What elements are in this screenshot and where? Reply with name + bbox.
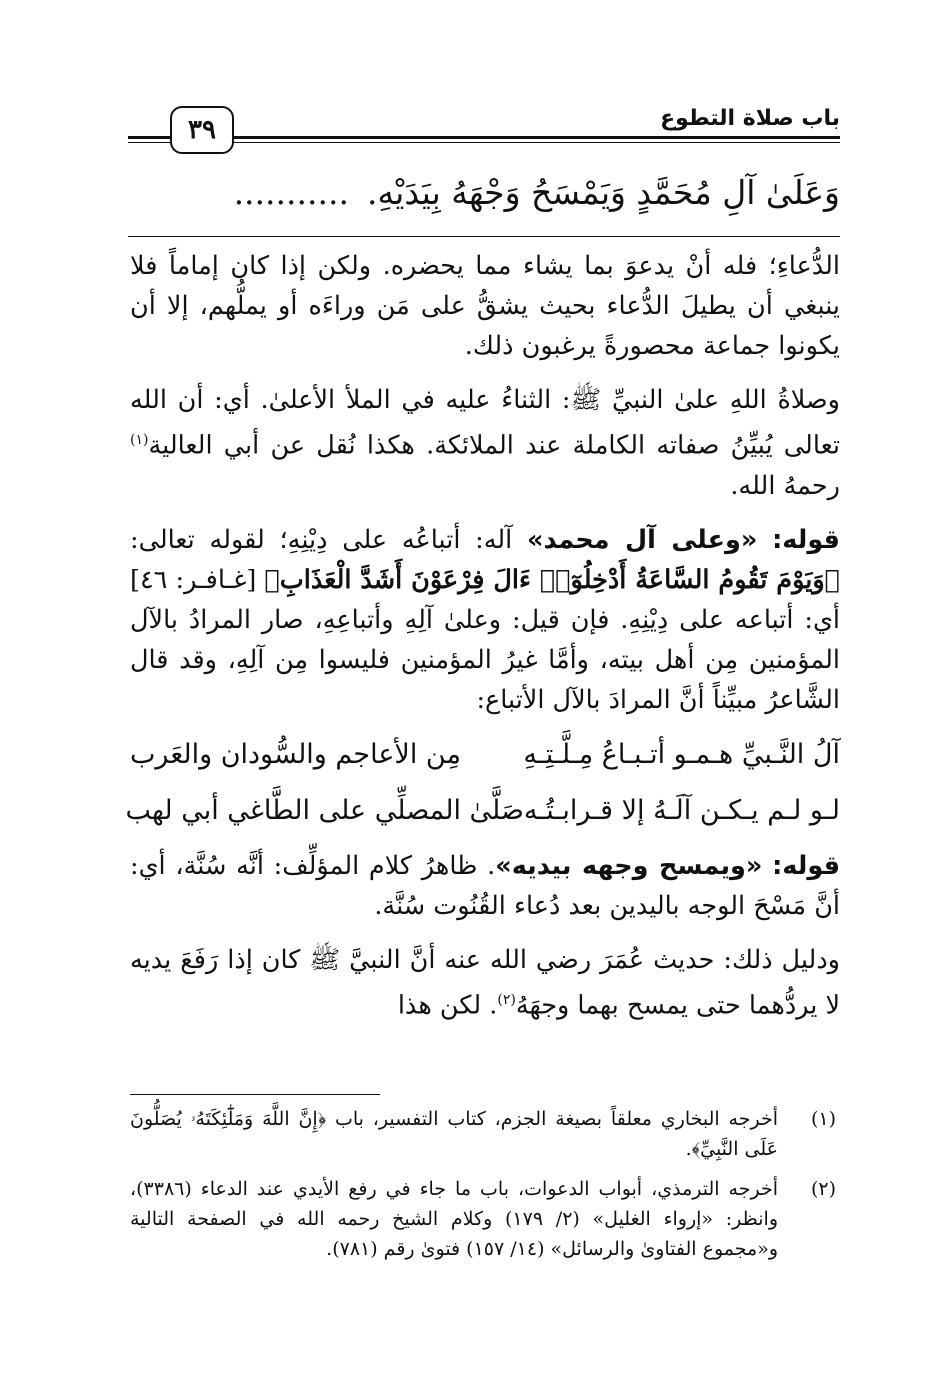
page-number: ٣٩: [170, 106, 234, 154]
paragraph-2: [130, 380, 840, 506]
footnote-2-text: أخرجه الترمذي، أبواب الدعوات، باب ما جاء في رفع الأيدي عند الدعاء (٣٣٨٦)، وانظر: «إرواء الغليل» (٢/ ١٧٩) وكلام الشيخ رحمه الله في الصفحة التالية و«مجموع الفتاوىٰ والرسائل» (١٤/ ١٥٧) فتوىٰ رقم (٧٨١).: [130, 1178, 778, 1260]
quran-verse: ﴿وَيَوْمَ تَقُومُ السَّاعَةُ أَدْخِلُوٓا۟ ءَالَ فِرْعَوْنَ أَشَدَّ الْعَذَابِ﴾: [264, 564, 840, 595]
footnote-2-number: (٢): [810, 1178, 836, 1200]
footnote-ref-1: (١): [130, 432, 149, 448]
footnote-separator: [130, 1094, 380, 1095]
footnotes: [130, 1104, 840, 1274]
quoted-phrase: «ويمسح وجهه بيديه»: [495, 850, 763, 881]
paragraph-3-a: آله: أتباعُه على دِيْنِهِ؛ لقوله تعالى:: [130, 524, 528, 555]
paragraph-5-b: . لكن هذا: [397, 990, 498, 1020]
paragraph-4: [130, 846, 840, 926]
qawluhu-label: قوله:: [772, 850, 841, 881]
header-rule: [232, 136, 840, 143]
poem-verse-2: [125, 790, 840, 832]
matn-separator: [128, 236, 840, 237]
paragraph-2-end: رحمهُ الله.: [730, 470, 840, 501]
poem-verse-1: [130, 734, 840, 776]
paragraph-5-a: ودليل ذلك: حديث عُمَرَ رضي الله عنه أنَّ النبيَّ ﷺ كان إذا رَفَعَ يديه لا يردُّهما حتى يمسح بهما وجهَهُ: [130, 944, 840, 1020]
footnote-ref-2: (٢): [497, 991, 516, 1008]
verse-1-second-hemistich: مِن الأعاجم والسُّودان والعَرب: [130, 738, 461, 770]
qawluhu-label: قوله:: [772, 524, 840, 555]
quoted-phrase: «وعلى آل محمد»: [527, 524, 758, 555]
matn-dots: ...........: [233, 173, 349, 212]
paragraph-2-text: وصلاةُ اللهِ علىٰ النبيِّ ﷺ: الثناءُ عليه في الملأ الأعلىٰ. أي: أن الله تعالى يُبيِّنُ صفاته الكاملة عند الملائكة. هكذا نُقل عن أبي العالية: [130, 385, 840, 461]
matn-text: وَعَلَىٰ آلِ مُحَمَّدٍ وَيَمْسَحُ وَجْهَهُ بِيَدَيْهِ.: [366, 173, 840, 212]
verse-2-second-hemistich: صَلَّىٰ المصلِّي على الطَّاغي أبي لهب: [125, 794, 524, 826]
footnote-2: [130, 1174, 840, 1264]
chapter-title: باب صلاة التطوع: [660, 106, 840, 131]
verse-1-first-hemistich: آلُ النَّـبيِّ هـمـو أتـبـاعُ مِـلَّـتِـهِ: [523, 738, 840, 770]
paragraph-5: [130, 940, 840, 1026]
matn-text-line: [130, 168, 840, 218]
surah-ref: [غـافـر: ٤٦]: [130, 564, 265, 595]
footnote-1-number: (١): [810, 1108, 836, 1130]
paragraph-3-b: أي: أتباعه على دِيْنِهِ. فإن قيل: وعلىٰ آلِهِ وأتباعِهِ، صار المرادُ بالآل المؤمنين مِن أهل بيته، وأمَّا غيرُ المؤمنين فليسوا مِن آلِهِ، وقد قال الشَّاعرُ مبيِّناً أنَّ المرادَ بالآل الأتباع:: [130, 604, 840, 715]
footnote-1: [130, 1104, 840, 1164]
paragraph-3: [130, 520, 840, 720]
header-rule-left: [128, 136, 170, 143]
footnote-1-text: أخرجه البخاري معلقاً بصيغة الجزم، كتاب التفسير، باب ﴿إِنَّ اللَّهَ وَمَلَٰٓئِكَتَهُۥ يُصَلُّونَ عَلَى النَّبِيِّ﴾.: [130, 1108, 778, 1160]
verse-2-first-hemistich: لـو لـم يـكـن آلَـهُ إلا قـرابـتُـه: [523, 794, 840, 826]
paragraph-4-text: . ظاهرُ كلام المؤلِّف: أنَّه سُنَّة، أي: أنَّ مَسْحَ الوجه باليدين بعد دُعاء القُنُوت سُنَّة.: [130, 850, 840, 921]
commentary-body: [125, 246, 841, 1039]
page-header: [128, 96, 840, 160]
paragraph-1: الدُّعاءِ؛ فله أنْ يدعوَ بما يشاء مما يحضره. ولكن إذا كان إماماً فلا ينبغي أن يطيلَ الدُّعاء بحيث يشقُّ على مَن وراءَه أو يملُّهم، إلا أن يكونوا جماعة محصورةً يرغبون ذلك.: [130, 251, 840, 361]
